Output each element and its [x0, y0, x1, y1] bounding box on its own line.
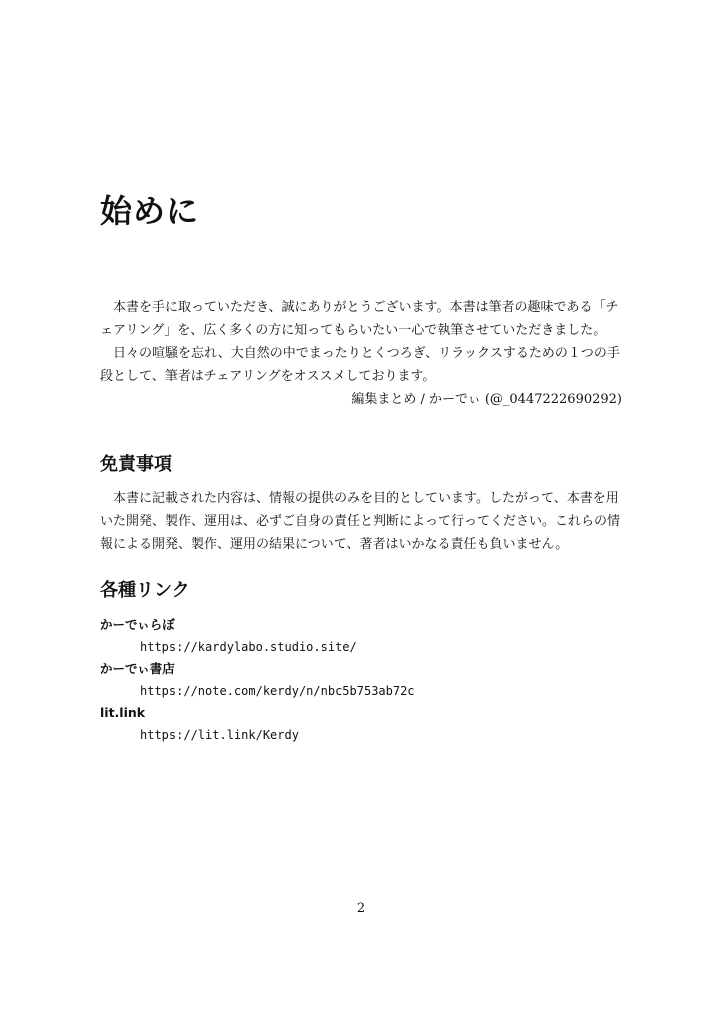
link-url[interactable]: https://kardylabo.studio.site/ — [140, 640, 357, 654]
intro-paragraph: 本書を手に取っていただき、誠にありがとうございます。本書は筆者の趣味である「チェアリング」を、広く多くの方に知ってもらいたい一心で執筆させていただきました。 — [100, 300, 619, 338]
link-name: かーでぃ書店 — [100, 661, 175, 676]
link-url[interactable]: https://lit.link/Kerdy — [140, 728, 299, 742]
page-number: 2 — [356, 901, 366, 916]
disclaimer-title: 免責事項 — [100, 454, 172, 475]
links-list — [100, 614, 622, 746]
link-item — [100, 658, 622, 702]
intro-paragraph: 日々の喧騒を忘れ、大自然の中でまったりとくつろぎ、リラックスするための１つの手段として、筆者はチェアリングをオススメしております。 — [100, 346, 620, 384]
link-name: かーでぃらぼ — [100, 617, 175, 632]
links-title: 各種リンク — [100, 580, 190, 601]
link-item — [100, 614, 622, 658]
author-signature: 編集まとめ / かーでぃ (@_0447222690292) — [351, 392, 622, 407]
chapter-title: 始めに — [100, 192, 200, 230]
link-url[interactable]: https://note.com/kerdy/n/nbc5b753ab72c — [140, 684, 415, 698]
disclaimer-body: 本書に記載された内容は、情報の提供のみを目的としています。したがって、本書を用いた開発、製作、運用は、必ずご自身の責任と判断によって行ってください。これらの情報による開発、製作、運用の結果について、著者はいかなる責任も負いません。 — [100, 491, 621, 552]
link-name: lit.link — [100, 705, 146, 720]
link-item — [100, 702, 622, 746]
intro-section — [100, 296, 622, 411]
